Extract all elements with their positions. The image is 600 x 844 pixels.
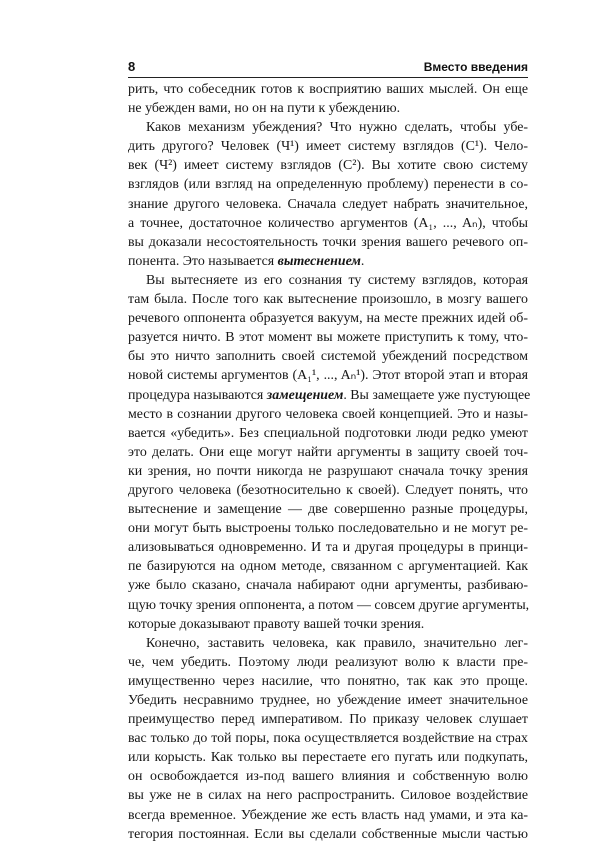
term-displacement: вытеснением [277,253,361,269]
text-line: ки зрения, но почти никогда не разрушают сначала точку зрения [128,463,528,479]
text-line: вы уже не в силах на него распространить. Силовое воздействие [128,788,528,804]
body-text [128,80,531,844]
text-line: не убежден вами, но он на пути к убеждению. [128,101,401,117]
text-line: имущественно через насилие, что понятно, так как это проще. [128,673,528,689]
text-line-mixed: понента. Это называется вытеснением. [128,253,365,269]
text-line: место в сознании другого человека своей концепцией. Это и назы- [128,406,528,422]
text-line: вается «убедить». Без специальной подготовки люди редко умеют [128,425,528,441]
text-line: или корысть. Как только вы перестаете его пугать или подкупать, [128,750,528,766]
text-run: процедура называются [128,387,264,403]
text-line: Убедить несравнимо труднее, но убеждение имеет значительное [128,693,528,708]
header-rule [128,77,528,78]
text-line: другого человека (безотносительно к своей). Следует понять, что [128,482,528,498]
text-line: это делать. Они еще могут найти аргументы в защиту своей точ- [128,444,528,460]
text-line: век (Ч²) имеет систему взглядов (С²). Вы хотите свою систему [128,158,528,174]
text-line: которые доказывают правоту вашей точки зрения. [128,616,425,632]
text-line: всегда временное. Убеждение же есть власть над умами, и эта ка- [128,807,528,823]
text-line: щую точку зрения оппонента, а потом — совсем другие аргументы, [128,597,530,613]
text-line: взглядов (или взгляд на определенную проблему) перенести в со- [128,177,528,193]
text-line: Конечно, заставить человека, как правило, значительно лег- [146,635,528,651]
text-line: разуется ничто. В этот момент вы можете приступить к тому, что- [128,330,528,346]
text-line: преимущество перед императивом. По приказу человек слушает [128,712,528,728]
text-line: они могут быть выстроены только последовательно и не могут ре- [128,521,528,537]
text-line: он освобождается из-под вашего влияния и собственную волю [128,769,528,785]
text-line: рить, что собеседник готов к восприятию ваших мыслей. Он еще [128,82,528,97]
text-line: Каков механизм убеждения? Что нужно сделать, чтобы убе- [146,120,528,136]
text-line: Вы вытесняете из его сознания ту систему взглядов, которая [146,272,528,288]
text-line: новой системы аргументов (A₁¹, ..., Aₙ¹). Этот второй этап и вторая [128,368,528,384]
text-line: че, чем убедить. Поэтому люди реализуют волю к власти пре- [128,654,528,670]
text-line: вытеснение и замещение — две совершенно разные процедуры, [128,502,528,518]
text-line: речевого оппонента образуется вакуум, на месте прежних идей об- [128,311,528,327]
running-head: Вместо введения [423,60,528,74]
text-line: знание другого человека. Сначала следует набрать значительное, [128,196,528,212]
text-line: вы доказали несостоятельность точки зрения вашего речевого оп- [128,234,528,250]
text-line: уже было сказано, сначала набирают одни аргументы, разбиваю- [128,578,528,594]
text-line: бы это ничто заполнить своей системой убеждений посредством [128,349,528,365]
text-line: там была. После того как вытеснение произошло, в мозгу вашего [128,292,528,308]
text-line: ализовываться одновременно. И та и другая процедуры в принци- [128,540,528,556]
text-line: дить другого? Человек (Ч¹) имеет систему взглядов (С¹). Чело- [128,139,528,155]
text-run: понента. Это называется [128,253,275,269]
page-number: 8 [128,59,136,74]
text-line: вас только до той поры, пока осуществляется воздействие на страх [128,731,528,747]
text-line-mixed: процедура называются замещением. Вы замещаете уже пустующее [128,387,531,403]
term-substitution: замещением [266,387,344,403]
text-line: тегория постоянная. Если вы сделали собственные мысли частью [128,826,528,842]
text-run: Вы замещаете уже пустующее [350,387,531,403]
text-line: а точнее, достаточное количество аргументов (A₁, ..., Aₙ), чтобы [128,215,528,231]
text-line: пе базируются на одном методе, связанном с аргументацией. Как [128,559,528,575]
page-header [128,56,528,78]
